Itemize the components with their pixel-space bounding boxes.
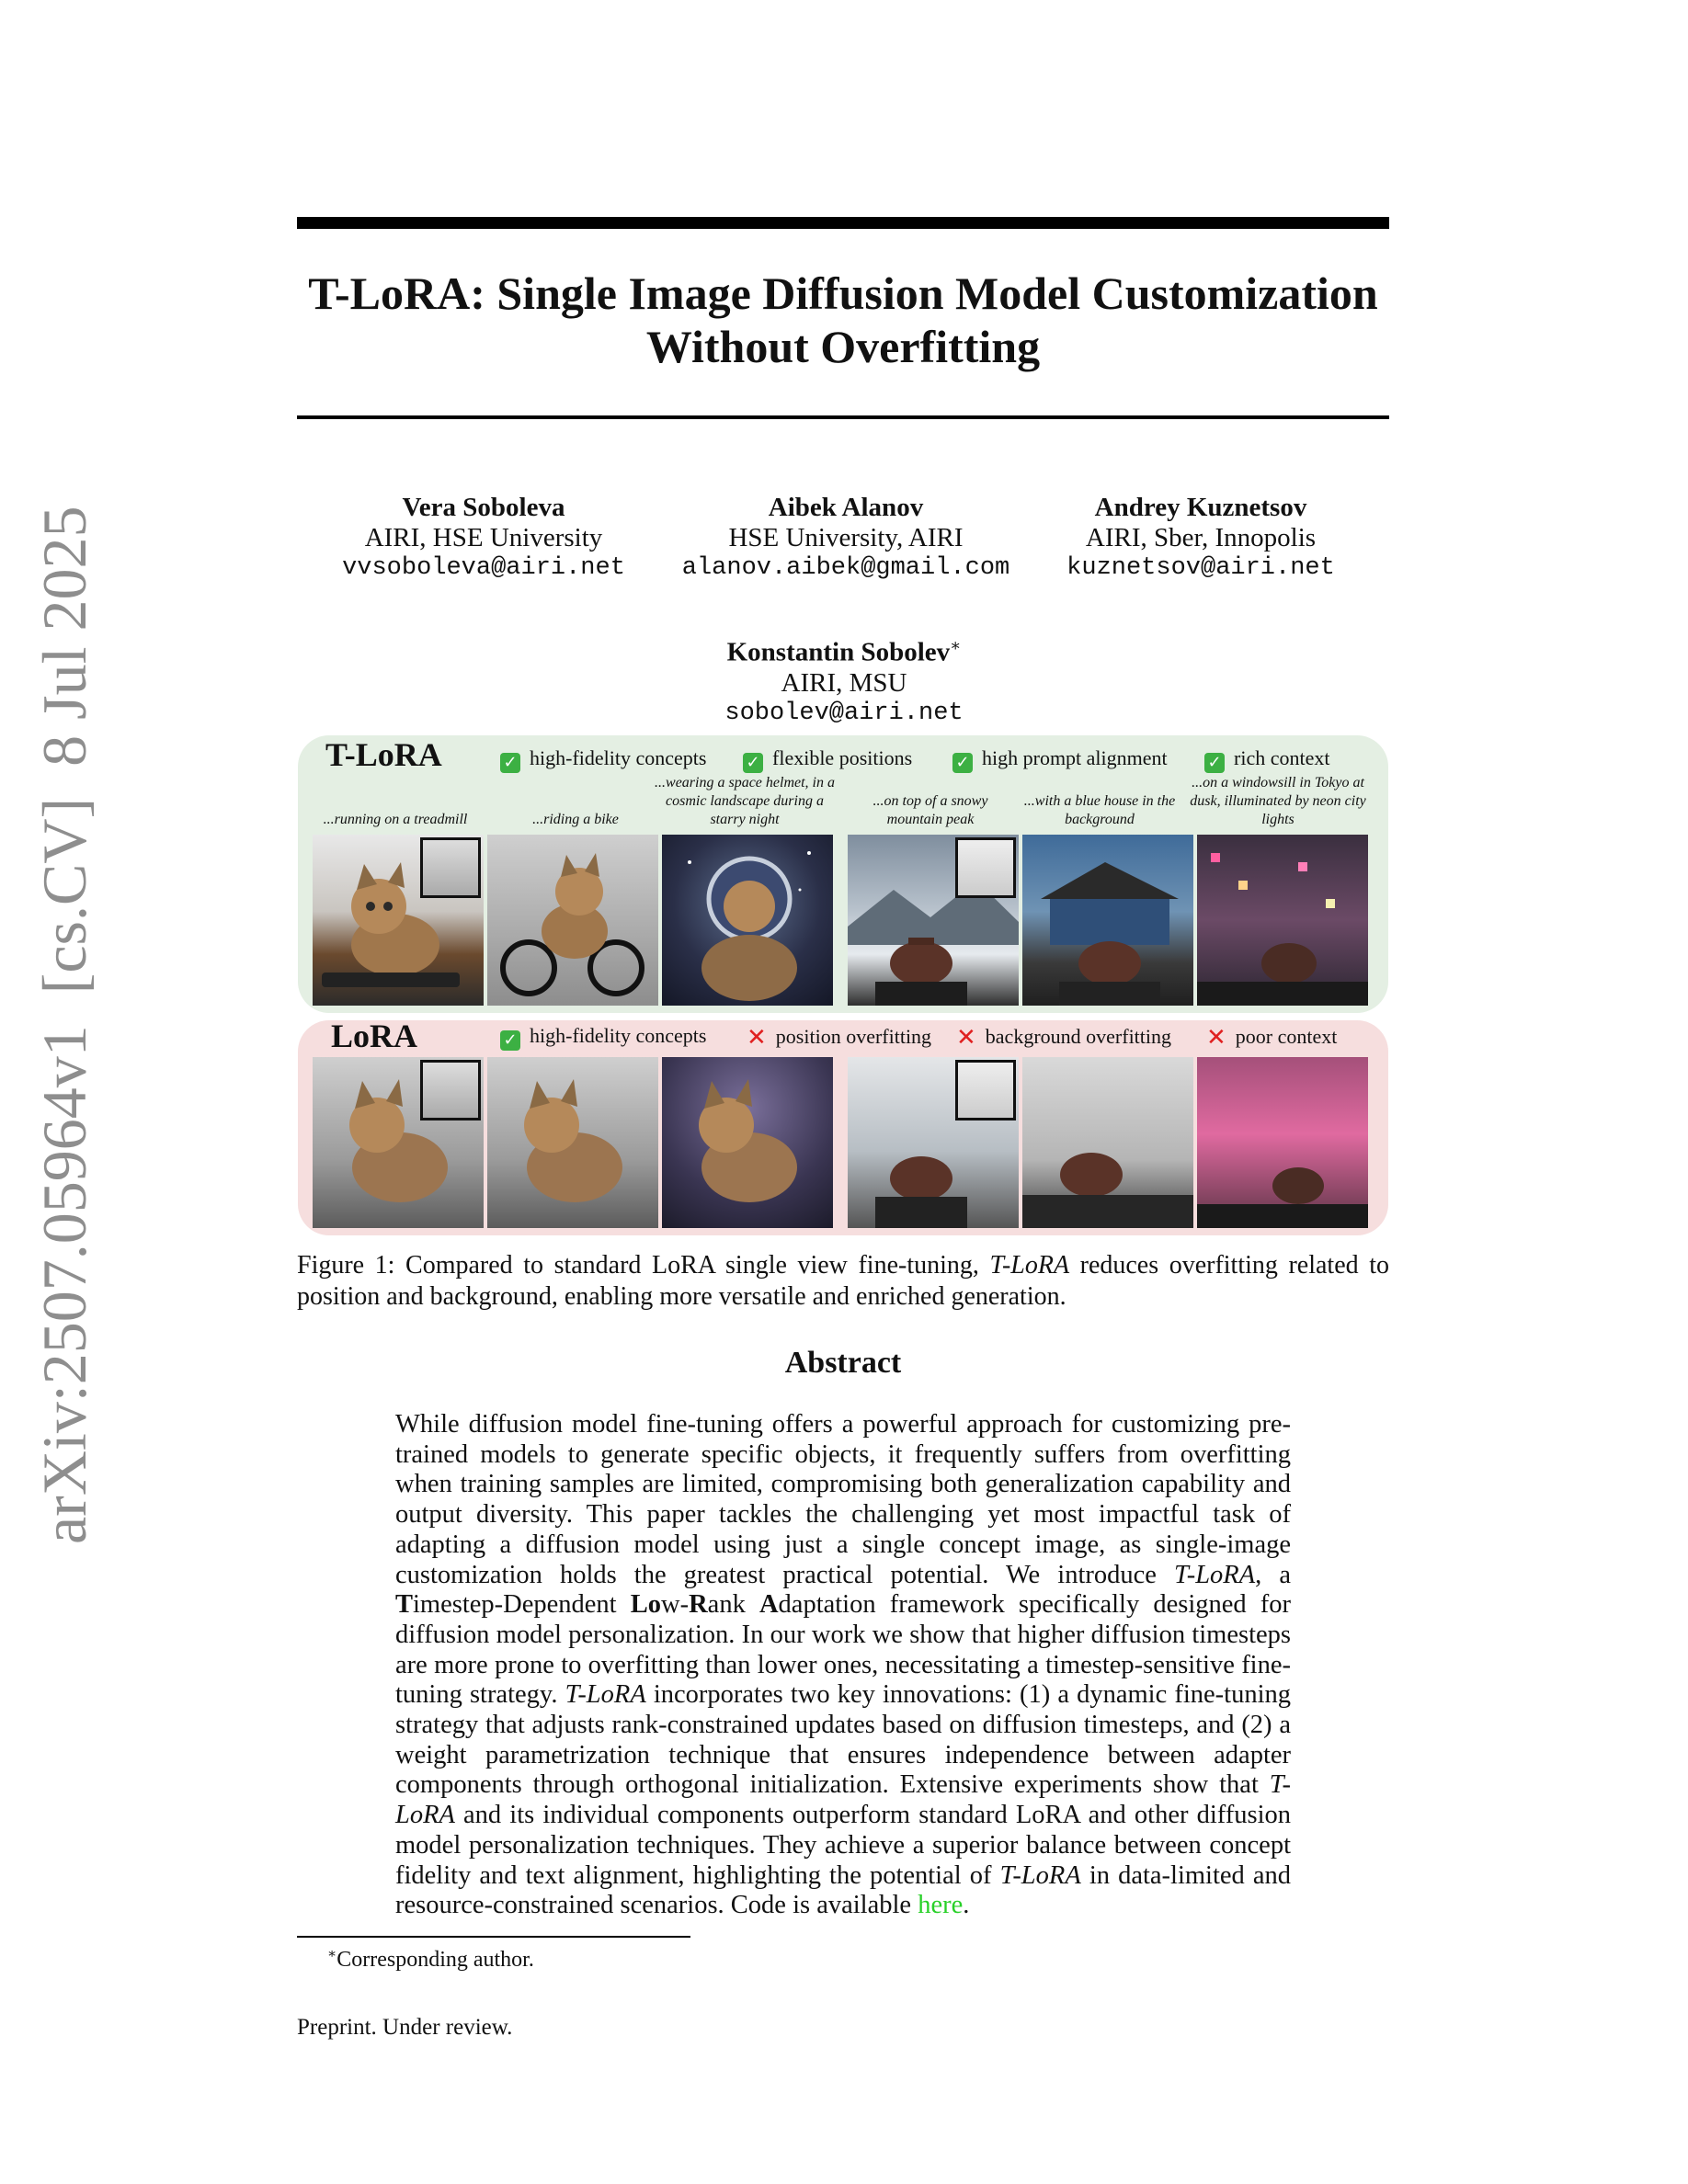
kitten-treadmill-image bbox=[313, 835, 484, 1006]
claim-item: ✕ background overfitting bbox=[956, 1024, 1172, 1052]
code-link[interactable]: here bbox=[918, 1891, 964, 1920]
cross-icon: ✕ bbox=[956, 1024, 976, 1052]
footnote-rule bbox=[297, 1936, 690, 1938]
prompt-caption: ...running on a treadmill bbox=[323, 812, 468, 827]
author-name: Aibek Alanov bbox=[768, 493, 924, 522]
abstract-heading: Abstract bbox=[784, 1346, 902, 1380]
check-icon: ✓ bbox=[1204, 753, 1225, 773]
author-name: Vera Soboleva bbox=[402, 493, 565, 522]
claim-item: ✓ flexible positions bbox=[743, 746, 912, 773]
teapot-illustration bbox=[1197, 835, 1368, 1006]
reference-inset bbox=[955, 837, 1016, 898]
prompt-caption: ...on top of a snowy mountain peak bbox=[873, 793, 988, 827]
teapot-tokyo-image bbox=[1197, 835, 1368, 1006]
author-name: Konstantin Sobolev∗ bbox=[726, 636, 962, 667]
check-icon: ✓ bbox=[743, 753, 763, 773]
kitten-illustration bbox=[487, 1057, 658, 1228]
claim-item: ✓ high-fidelity concepts bbox=[500, 1024, 706, 1051]
check-icon: ✓ bbox=[500, 1030, 520, 1051]
kitten-space-image bbox=[662, 835, 833, 1006]
lora-kitten-image bbox=[662, 1057, 833, 1228]
author-block bbox=[291, 493, 677, 584]
author-affiliation: HSE University, AIRI bbox=[728, 523, 964, 552]
prompt-caption: ...with a blue house in the background bbox=[1023, 793, 1176, 827]
teapot-illustration bbox=[1022, 835, 1193, 1006]
kitten-illustration bbox=[662, 835, 833, 1006]
teapot-illustration bbox=[1197, 1057, 1368, 1228]
lora-kitten-image bbox=[313, 1057, 484, 1228]
arxiv-stamp: arXiv:2507.05964v1 [cs.CV] 8 Jul 2025 bbox=[29, 506, 99, 1544]
teapot-bluehouse-image bbox=[1022, 835, 1193, 1006]
lora-kitten-image bbox=[487, 1057, 658, 1228]
author-name: Andrey Kuznetsov bbox=[1094, 493, 1307, 522]
author-block bbox=[653, 493, 1039, 584]
title-line-2: Without Overfitting bbox=[645, 321, 1041, 372]
author-email[interactable]: vvsoboleva@airi.net bbox=[342, 554, 625, 582]
claim-item: ✓ high prompt alignment bbox=[952, 746, 1168, 773]
author-email[interactable]: kuznetsov@airi.net bbox=[1066, 554, 1335, 582]
author-email[interactable]: sobolev@airi.net bbox=[724, 699, 964, 727]
reference-inset bbox=[955, 1060, 1016, 1120]
title-rule-bottom bbox=[297, 415, 1389, 419]
claim-item: ✕ position overfitting bbox=[747, 1024, 932, 1052]
corresponding-mark: ∗ bbox=[950, 636, 962, 654]
reference-inset bbox=[420, 1060, 481, 1120]
cross-icon: ✕ bbox=[747, 1024, 767, 1052]
cross-icon: ✕ bbox=[1206, 1024, 1226, 1052]
author-block bbox=[1008, 493, 1394, 584]
author-affiliation: AIRI, MSU bbox=[781, 667, 907, 698]
check-icon: ✓ bbox=[952, 753, 973, 773]
claim-item: ✕ poor context bbox=[1206, 1024, 1338, 1052]
claim-item: ✓ high-fidelity concepts bbox=[500, 746, 706, 773]
paper-title bbox=[297, 267, 1389, 373]
lora-label: LoRA bbox=[331, 1018, 418, 1054]
teapot-illustration bbox=[1022, 1057, 1193, 1228]
lora-teapot-image bbox=[848, 1057, 1019, 1228]
preprint-note: Preprint. Under review. bbox=[297, 2015, 513, 2040]
prompt-caption: ...wearing a space helmet, in a cosmic landscape during a starry night bbox=[655, 775, 835, 827]
lora-teapot-image bbox=[1197, 1057, 1368, 1228]
title-line-1: T-LoRA: Single Image Diffusion Model Customization bbox=[308, 267, 1378, 319]
claim-item: ✓ rich context bbox=[1204, 746, 1329, 773]
title-rule-top bbox=[297, 217, 1389, 229]
footnote: ∗Corresponding author. bbox=[327, 1947, 534, 1972]
teapot-mountain-image bbox=[848, 835, 1019, 1006]
tlora-label: T-LoRA bbox=[325, 736, 442, 773]
kitten-bike-image bbox=[487, 835, 658, 1006]
kitten-illustration bbox=[487, 835, 658, 1006]
author-affiliation: AIRI, HSE University bbox=[364, 523, 603, 552]
author-email[interactable]: alanov.aibek@gmail.com bbox=[681, 554, 1010, 582]
abstract-body: While diffusion model fine-tuning offers a powerful approach for customizing pre-trained models to generate specific objects, it frequently suffers from overfitting when training samples are limited, compromising both generalization capability and output diversity. This paper tackles the challenging yet most impactful task of adapting a diffusion model using just a single concept image, as single-image customization holds the greatest practical potential. We introduce T-LoRA, a Timestep-Dependent Low-Rank Adaptation framework specifically designed for diffusion model personalization. In our work we show that higher diffusion timesteps are more prone to overfitting than lower ones, necessitating a timestep-sensitive fine-tuning strategy. T-LoRA incorporates two key innovations: (1) a dynamic fine-tuning strategy that adjusts rank-constrained updates based on diffusion timesteps, and (2) a weight parametrization technique that ensures independence between adapter components through orthogonal initialization. Extensive experiments show that T-LoRA and its individual components outperform standard LoRA and other diffusion model personalization techniques. They achieve a superior balance between concept fidelity and text alignment, highlighting the potential of T-LoRA in data-limited and resource-constrained scenarios. Code is available here. bbox=[395, 1410, 1292, 1920]
check-icon: ✓ bbox=[500, 753, 520, 773]
figure-caption: Figure 1: Compared to standard LoRA single view fine-tuning, T-LoRA reduces overfitting related to position and background, enabling more versatile and enriched generation. bbox=[297, 1251, 1389, 1311]
lora-teapot-image bbox=[1022, 1057, 1193, 1228]
kitten-illustration bbox=[662, 1057, 833, 1228]
prompt-caption: ...riding a bike bbox=[532, 812, 619, 827]
prompt-caption: ...on a windowsill in Tokyo at dusk, illuminated by neon city lights bbox=[1190, 775, 1366, 827]
reference-inset bbox=[420, 837, 481, 898]
author-affiliation: AIRI, Sber, Innopolis bbox=[1085, 523, 1317, 552]
footnote-mark: ∗ bbox=[327, 1947, 337, 1962]
author-block bbox=[651, 631, 1037, 729]
